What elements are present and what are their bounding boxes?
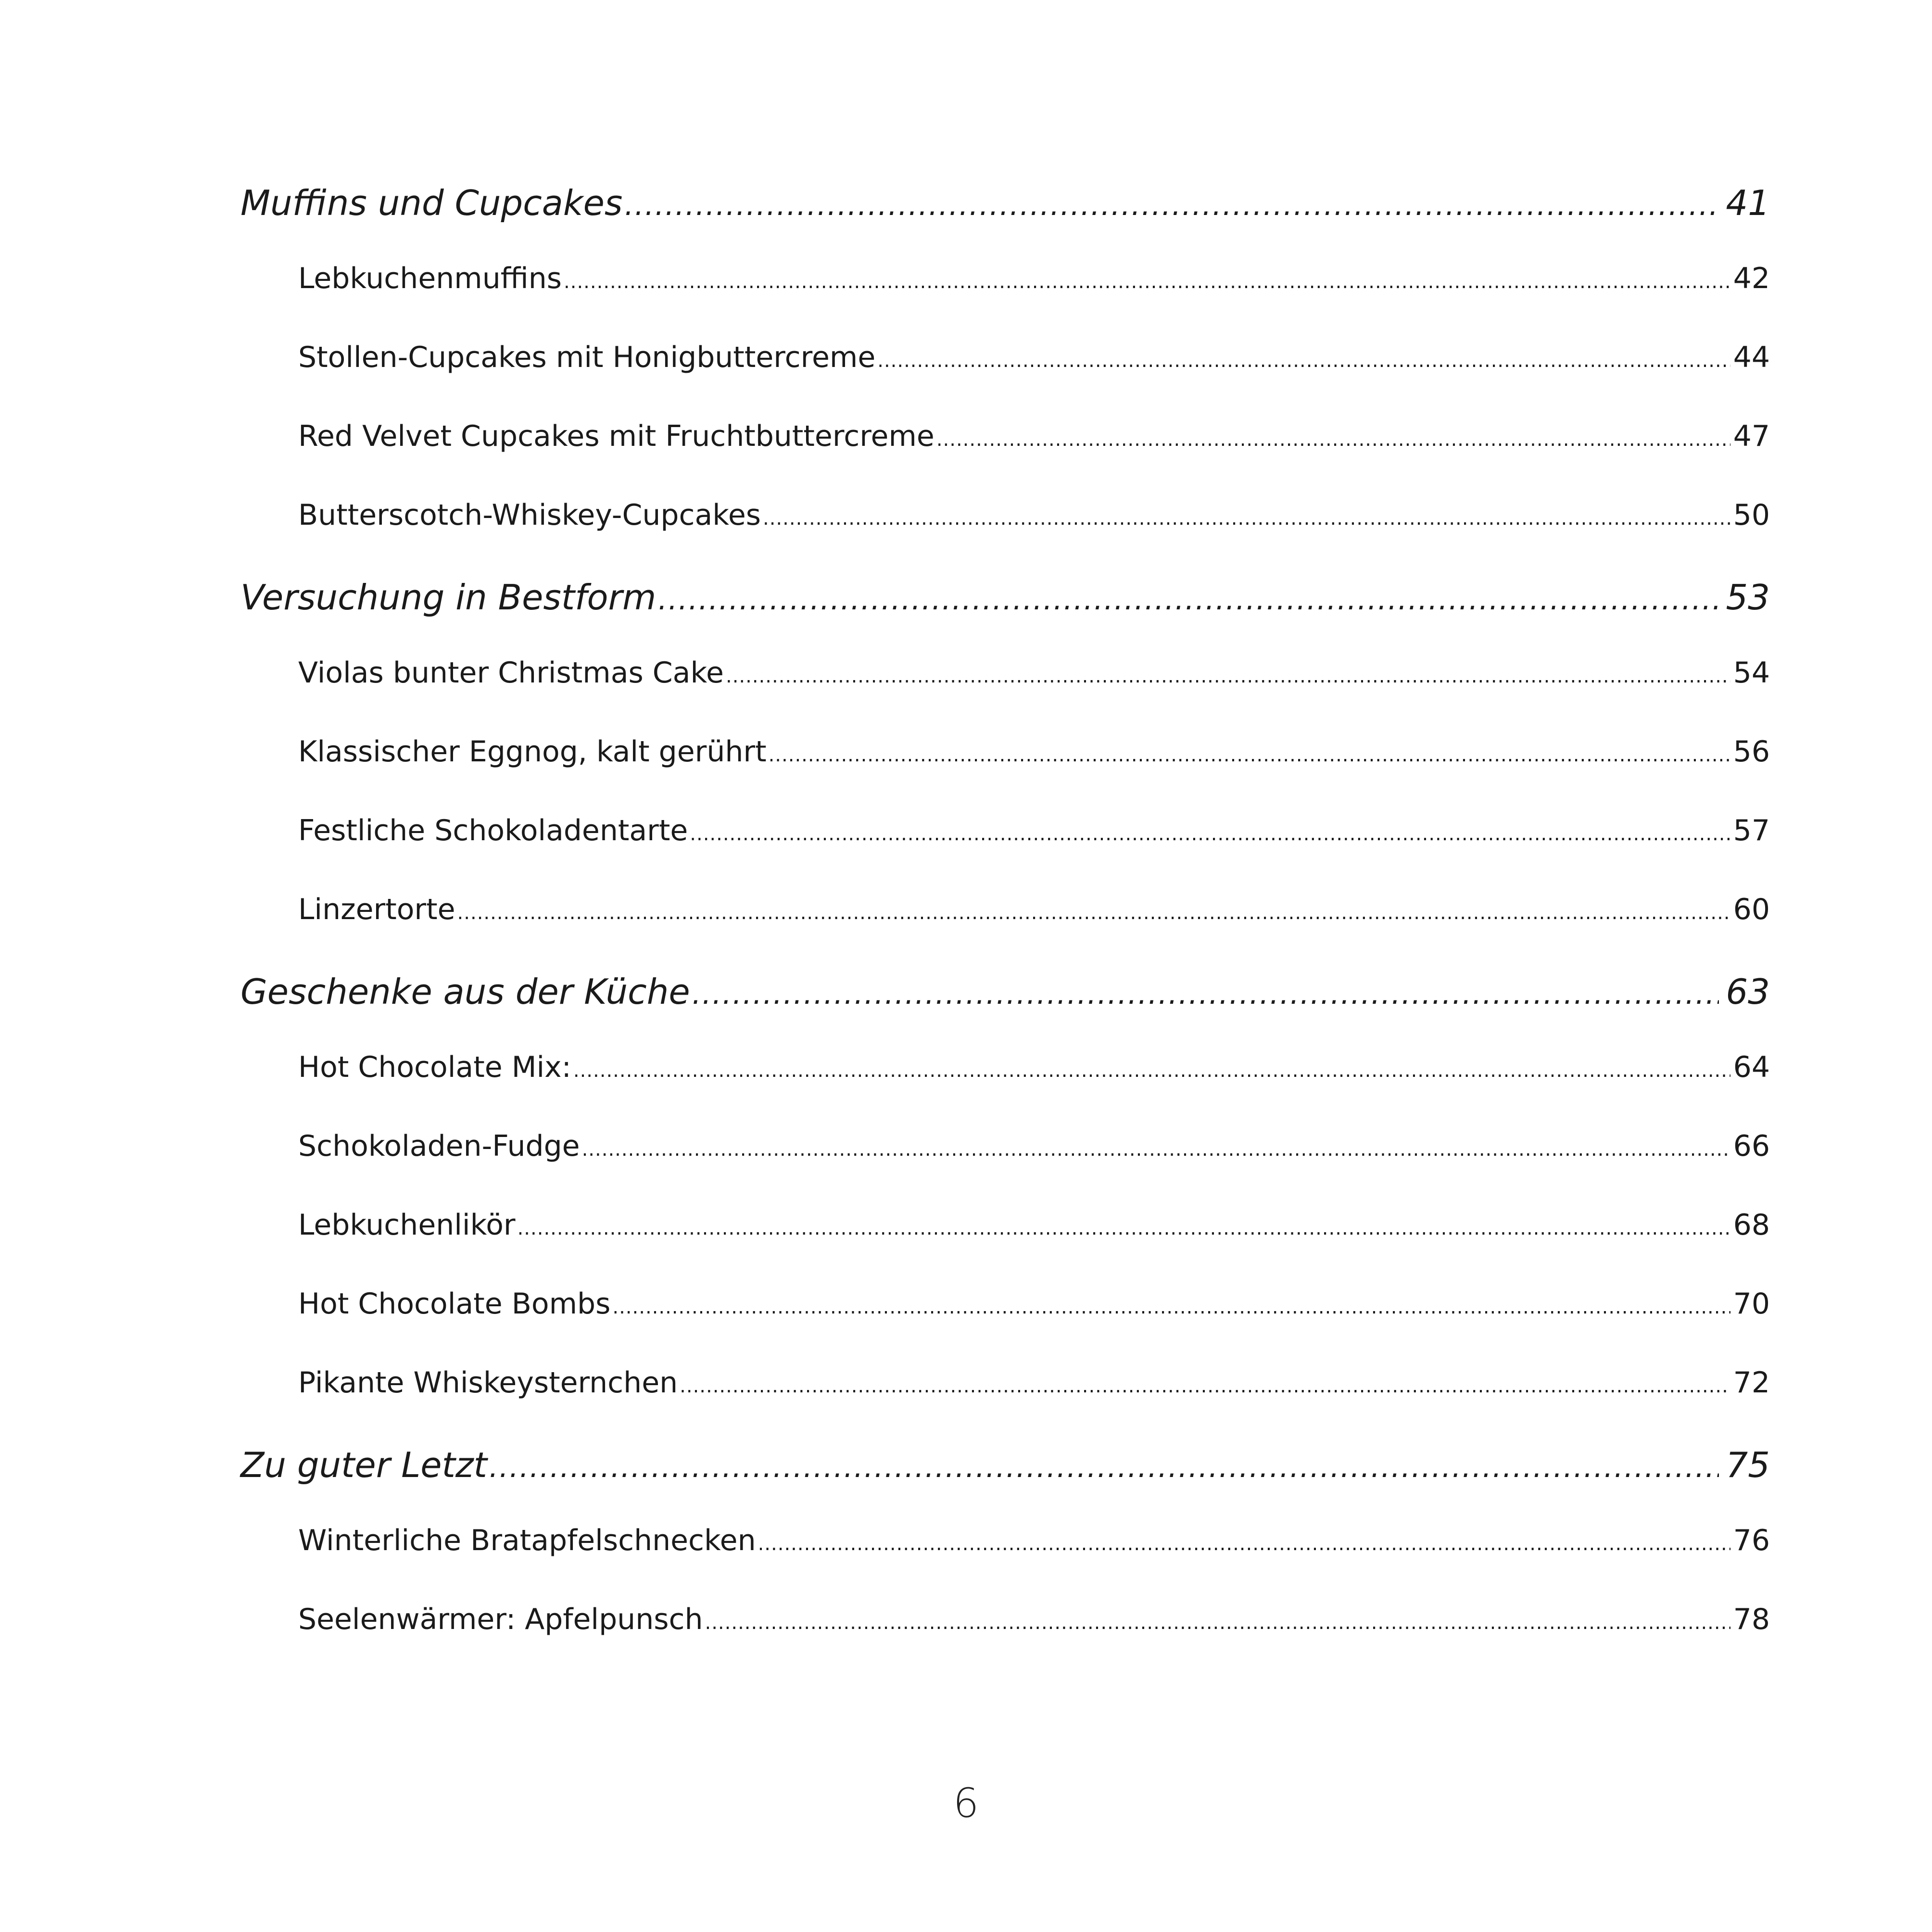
dot-leader [726, 665, 1730, 687]
toc-entry[interactable] [240, 341, 1770, 419]
entry-page-number: 42 [1733, 262, 1770, 295]
dot-leader [705, 1612, 1730, 1634]
entry-title: Lebkuchenlikör [298, 1208, 516, 1242]
entry-page-number: 66 [1733, 1129, 1770, 1163]
toc-entry[interactable] [240, 262, 1770, 341]
entry-title: Klassischer Eggnog, kalt gerührt [298, 735, 767, 769]
dot-leader [690, 823, 1730, 845]
entry-title: Pikante Whiskeysternchen [298, 1366, 678, 1400]
toc-entry[interactable] [240, 1050, 1770, 1129]
toc-entry[interactable] [240, 814, 1770, 893]
entry-title: Linzertorte [298, 893, 455, 926]
dot-leader [624, 189, 1719, 222]
dot-leader [936, 429, 1730, 451]
entry-page-number: 72 [1733, 1366, 1770, 1400]
section-title: Versuchung in Bestform [240, 577, 657, 618]
entry-title: Violas bunter Christmas Cake [298, 656, 724, 690]
toc-entry[interactable] [240, 735, 1770, 814]
toc-entry[interactable] [240, 1129, 1770, 1208]
toc-section-muffins-und-cupcakes[interactable] [240, 183, 1770, 262]
table-of-contents [240, 183, 1770, 1681]
toc-entry[interactable] [240, 1287, 1770, 1366]
entry-title: Festliche Schokoladentarte [298, 814, 688, 847]
page-number: 6 [953, 1780, 979, 1827]
toc-entry[interactable] [240, 1524, 1770, 1603]
entry-page-number: 64 [1733, 1050, 1770, 1084]
entry-title: Stollen-Cupcakes mit Honigbuttercreme [298, 341, 876, 374]
dot-leader [457, 902, 1730, 924]
dot-leader [489, 1451, 1719, 1484]
entry-page-number: 57 [1733, 814, 1770, 847]
dot-leader [658, 583, 1719, 617]
entry-title: Winterliche Bratapfelschnecken [298, 1524, 756, 1557]
dot-leader [769, 744, 1730, 766]
dot-leader [518, 1217, 1730, 1239]
dot-leader [877, 350, 1730, 372]
section-title: Muffins und Cupcakes [240, 183, 623, 223]
dot-leader [573, 1060, 1730, 1082]
entry-page-number: 60 [1733, 893, 1770, 926]
dot-leader [758, 1533, 1730, 1555]
entry-title: Schokoladen-Fudge [298, 1129, 580, 1163]
section-page-number: 53 [1726, 577, 1770, 618]
entry-title: Hot Chocolate Mix: [298, 1050, 571, 1084]
entry-page-number: 68 [1733, 1208, 1770, 1242]
toc-entry[interactable] [240, 419, 1770, 498]
dot-leader [692, 977, 1719, 1011]
toc-entry[interactable] [240, 498, 1770, 577]
section-title: Zu guter Letzt [240, 1445, 487, 1485]
toc-entry[interactable] [240, 893, 1770, 972]
entry-title: Hot Chocolate Bombs [298, 1287, 611, 1321]
section-title: Geschenke aus der Küche [240, 972, 690, 1012]
entry-page-number: 76 [1733, 1524, 1770, 1557]
entry-page-number: 44 [1733, 341, 1770, 374]
toc-entry[interactable] [240, 1366, 1770, 1445]
entry-page-number: 56 [1733, 735, 1770, 769]
toc-entry[interactable] [240, 1603, 1770, 1681]
toc-section-zu-guter-letzt[interactable] [240, 1445, 1770, 1524]
toc-section-versuchung-in-bestform[interactable] [240, 577, 1770, 656]
dot-leader [582, 1138, 1730, 1161]
entry-page-number: 70 [1733, 1287, 1770, 1321]
section-page-number: 63 [1726, 972, 1770, 1012]
dot-leader [612, 1296, 1730, 1318]
entry-title: Lebkuchenmuffins [298, 262, 562, 295]
toc-entry[interactable] [240, 1208, 1770, 1287]
toc-entry[interactable] [240, 656, 1770, 735]
section-page-number: 41 [1726, 183, 1770, 223]
dot-leader [763, 507, 1730, 530]
toc-section-geschenke-aus-der-kueche[interactable] [240, 972, 1770, 1050]
entry-title: Red Velvet Cupcakes mit Fruchtbuttercreme [298, 419, 934, 453]
entry-title: Butterscotch-Whiskey-Cupcakes [298, 498, 761, 532]
dot-leader [564, 271, 1730, 293]
entry-page-number: 47 [1733, 419, 1770, 453]
dot-leader [680, 1375, 1730, 1397]
section-page-number: 75 [1726, 1445, 1770, 1485]
entry-page-number: 54 [1733, 656, 1770, 690]
entry-title: Seelenwärmer: Apfelpunsch [298, 1603, 703, 1636]
entry-page-number: 78 [1733, 1603, 1770, 1636]
entry-page-number: 50 [1733, 498, 1770, 532]
